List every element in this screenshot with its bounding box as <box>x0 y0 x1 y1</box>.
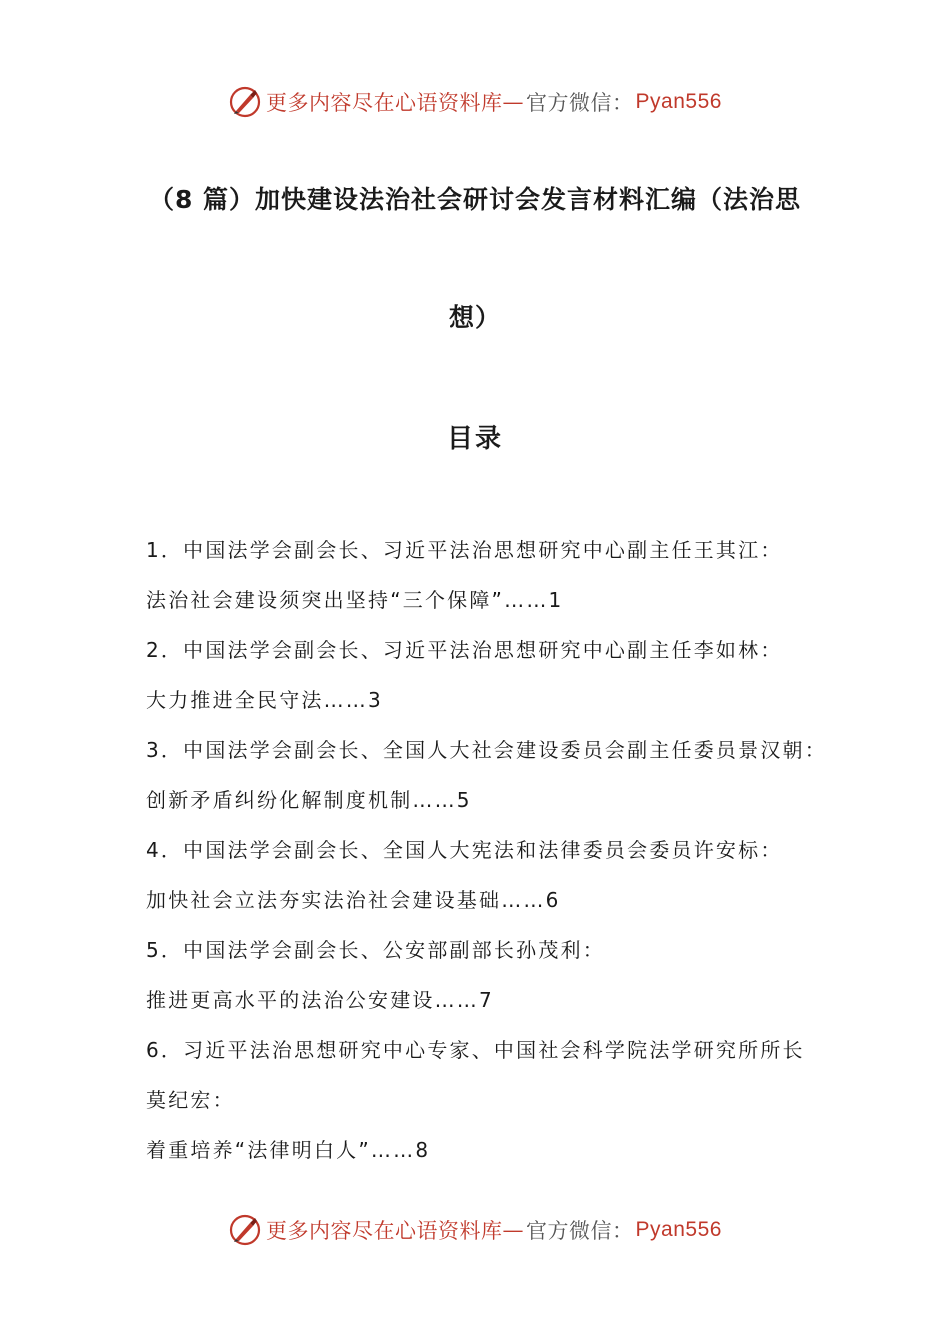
toc-entry-4-topic: 加快社会立法夯实法治社会建设基础……6 <box>146 888 561 912</box>
toc-entry-1-speaker: 1．中国法学会副会长、习近平法治思想研究中心副主任王其江： <box>146 538 783 562</box>
header-watermark <box>0 82 950 122</box>
watermark-site-text: 更多内容尽在心语资料库 <box>266 91 503 115</box>
toc-entry-5-topic: 推进更高水平的法治公安建设……7 <box>146 988 494 1012</box>
footer-watermark <box>0 1210 950 1250</box>
toc-entry-2-speaker: 2．中国法学会副会长、习近平法治思想研究中心副主任李如林： <box>146 638 783 662</box>
watermark-account: Pyan556 <box>635 1218 722 1241</box>
watermark-dash: — <box>502 1218 525 1242</box>
pen-logo-icon <box>228 1213 262 1247</box>
watermark-wechat-label: 官方微信： <box>526 1219 634 1243</box>
toc-entry-6-topic: 着重培养“法律明白人”……8 <box>146 1138 431 1162</box>
document-title-line-2: 想） <box>448 303 501 332</box>
watermark-site-text: 更多内容尽在心语资料库 <box>266 1219 503 1243</box>
toc-entry-6-speaker-cont: 莫纪宏： <box>146 1088 235 1112</box>
toc-entry-4-speaker: 4．中国法学会副会长、全国人大宪法和法律委员会委员许安标： <box>146 838 783 862</box>
toc-entry-2-topic: 大力推进全民守法……3 <box>146 688 383 712</box>
toc-entry-1-topic: 法治社会建设须突出坚持“三个保障”……1 <box>146 588 564 612</box>
toc-entry-3-speaker: 3．中国法学会副会长、全国人大社会建设委员会副主任委员景汉朝： <box>146 738 827 762</box>
toc-entry-6-speaker: 6．习近平法治思想研究中心专家、中国社会科学院法学研究所所长 <box>146 1038 805 1062</box>
toc-entry-3-topic: 创新矛盾纠纷化解制度机制……5 <box>146 788 472 812</box>
watermark-dash: — <box>502 90 525 114</box>
watermark-account: Pyan556 <box>635 90 722 113</box>
toc-entry-5-speaker: 5．中国法学会副会长、公安部副部长孙茂利： <box>146 938 605 962</box>
watermark-wechat-label: 官方微信： <box>526 91 634 115</box>
pen-logo-icon <box>228 85 262 119</box>
table-of-contents <box>146 532 836 1182</box>
toc-heading: 目录 <box>446 424 503 454</box>
document-title-line-1: （8 篇）加快建设法治社会研讨会发言材料汇编（法治思 <box>148 185 802 214</box>
